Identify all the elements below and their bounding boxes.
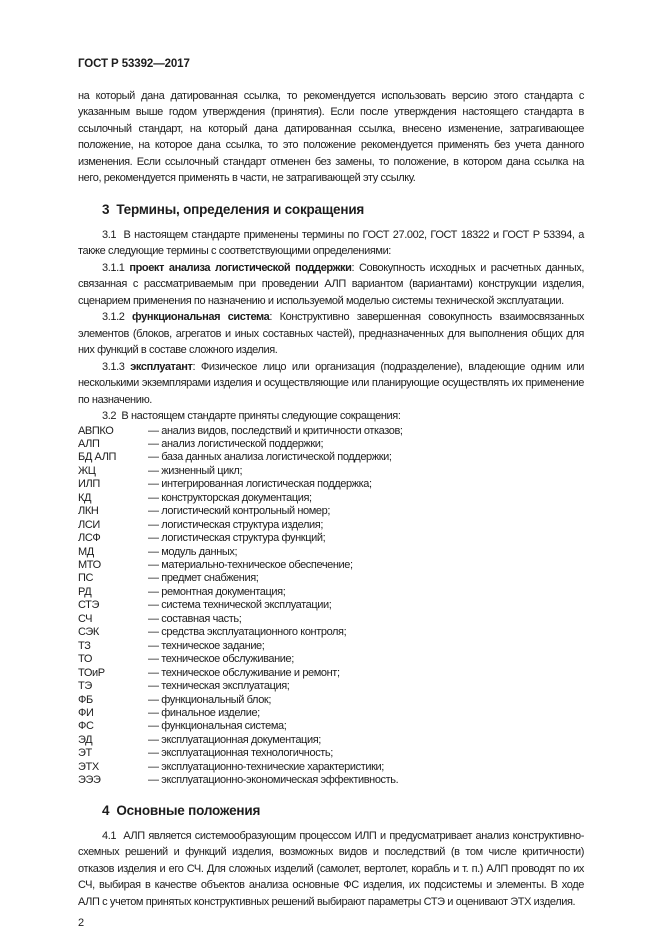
abbreviation-row (78, 438, 584, 451)
term-3-1-3-name: эксплуатант (130, 360, 193, 373)
abbreviation-definition: — конструкторская документация; (148, 491, 312, 504)
abbreviation-definition: — анализ видов, последствий и критичности отказов; (148, 424, 403, 437)
paragraph-3-1 (78, 227, 584, 260)
abbreviation-row (78, 720, 584, 733)
abbreviation-row (78, 613, 584, 626)
abbreviation-term: ЭТХ (78, 760, 99, 773)
abbreviation-definition: — финальное изделие; (148, 707, 260, 720)
abbreviation-row (78, 694, 584, 707)
abbreviation-term: СЧ (78, 612, 93, 625)
abbreviation-term: РД (78, 585, 92, 598)
abbreviation-definition: — предмет снабжения; (148, 572, 259, 585)
abbreviation-row (78, 572, 584, 585)
abbreviation-row (78, 532, 584, 545)
term-3-1-3-number: 3.1.3 (102, 360, 125, 373)
intro-paragraph: на который дана датированная ссылка, то рекомендуется использовать версию этого стандарта с указанным выше годом утверждения (принятия). Если после утверждения настоящего стандарта в ссылочный стандарт, на который дана датированная ссылка, внесено изменение, затрагивающее положение, на которое дана ссылка, то это положение рекомендуется применять без учета данного изменения. Если ссылочный стандарт отменен без замены, то положение, в котором дана ссылка на него, рекомендуется применять в части, не затрагивающей эту ссылку. (78, 89, 584, 184)
abbreviation-row (78, 640, 584, 653)
abbreviation-list (78, 425, 584, 788)
paragraph-3-1-text: В настоящем стандарте применены термины по ГОСТ 27.002, ГОСТ 18322 и ГОСТ Р 53394, а также следующие термины с соответствующими определениями: (78, 228, 584, 257)
abbreviation-term: ТОиР (78, 666, 105, 679)
abbreviation-definition: — эксплуатационно-экономическая эффективность. (148, 774, 399, 787)
abbreviation-row (78, 465, 584, 478)
abbreviation-term: ФИ (78, 707, 94, 720)
abbreviation-term: ЛСФ (78, 532, 101, 545)
paragraph-4-1-number: 4.1 (102, 829, 117, 842)
abbreviation-definition: — функциональная система; (148, 720, 287, 733)
abbreviation-row (78, 492, 584, 505)
abbreviation-row (78, 707, 584, 720)
abbreviation-definition: — эксплуатационная документация; (148, 733, 321, 746)
abbreviation-row (78, 680, 584, 693)
abbreviation-row (78, 559, 584, 572)
term-3-1-2-name: функциональная система (132, 311, 270, 323)
term-definition-3-1-1 (78, 260, 584, 310)
abbreviation-definition: — техническое обслуживание; (148, 653, 294, 666)
page-number: 2 (78, 917, 84, 930)
abbreviation-term: АЛП (78, 437, 100, 450)
abbreviation-row (78, 653, 584, 666)
abbreviation-definition: — техническая эксплуатация; (148, 680, 290, 693)
abbreviation-definition: — жизненный цикл; (148, 464, 243, 477)
paragraph-4-1-text: АЛП является системообразующим процессом ИЛП и предусматривает анализ конструктивно-схемных решений и функций изделия, возможных видов и последствий (в том числе критичности) отказов изделия и его СЧ. Для сложных изделий (самолет, вертолет, корабль и т. п.) АЛП проводят по их СЧ, выбирая в качестве объектов анализа основные ФС изделия, их подсистемы и элементы. В ходе АЛП с учетом принятых конструктивных решений выбирают параметры СТЭ и оценивают ЭТХ изделия. (78, 829, 584, 908)
abbreviation-term: ТЗ (78, 639, 91, 652)
term-definition-3-1-2 (78, 309, 584, 359)
abbreviation-definition: — логистическая структура изделия; (148, 518, 323, 531)
abbreviation-row (78, 519, 584, 532)
abbreviation-term: ПС (78, 572, 94, 585)
abbreviation-term: ФБ (78, 693, 93, 706)
abbreviation-row (78, 626, 584, 639)
abbreviation-row (78, 505, 584, 518)
abbreviation-term: МД (78, 545, 94, 558)
term-3-1-1-number: 3.1.1 (102, 261, 125, 274)
section-4-heading (102, 802, 584, 819)
abbreviation-term: ЭТ (78, 747, 92, 760)
abbreviation-definition: — средства эксплуатационного контроля; (148, 626, 347, 639)
abbreviation-definition: — составная часть; (148, 612, 242, 625)
abbreviation-row (78, 774, 584, 787)
abbreviation-term: ИЛП (78, 478, 100, 491)
abbreviation-definition: — анализ логистической поддержки; (148, 437, 324, 450)
term-3-1-1-definition: : Совокупность исходных и расчетных данных, связанная с рассматриваемым при проведении АЛП вариантом (вариантами) конструкции изделия, сценарием применения по назначению и используемой моделью системы технической эксплуатации. (78, 261, 585, 307)
abbreviation-definition: — функциональный блок; (148, 693, 271, 706)
abbreviation-row (78, 747, 584, 760)
abbreviation-row (78, 667, 584, 680)
paragraph-3-2 (78, 408, 584, 425)
abbreviation-definition: — эксплуатационная технологичность; (148, 747, 333, 760)
abbreviation-term: АВПКО (78, 424, 114, 437)
abbreviation-term: ТЭ (78, 680, 92, 693)
abbreviation-row (78, 586, 584, 599)
abbreviation-definition: — логистическая структура функций; (148, 532, 326, 545)
abbreviation-row (78, 761, 584, 774)
abbreviation-definition: — эксплуатационно-технические характеристики; (148, 760, 384, 773)
abbreviation-term: ЭД (78, 733, 93, 746)
abbreviation-term: ТО (78, 653, 92, 666)
abbreviation-term: СЭК (78, 626, 99, 639)
abbreviation-definition: — техническое обслуживание и ремонт; (148, 666, 340, 679)
running-header: ГОСТ Р 53392—2017 (78, 58, 190, 70)
abbreviation-definition: — интегрированная логистическая поддержка; (148, 478, 372, 491)
abbreviation-term: ЭЭЭ (78, 774, 101, 787)
abbreviation-definition: — логистический контрольный номер; (148, 505, 330, 518)
paragraph-4-1 (78, 828, 584, 911)
term-3-1-2-number: 3.1.2 (102, 311, 125, 323)
abbreviation-term: СТЭ (78, 599, 100, 612)
abbreviation-term: ЛКН (78, 505, 99, 518)
abbreviation-definition: — материально-техническое обеспечение; (148, 559, 353, 572)
abbreviation-row (78, 451, 584, 464)
section-4-title: Основные положения (116, 802, 261, 818)
abbreviation-definition: — база данных анализа логистической поддержки; (148, 451, 392, 464)
abbreviation-row (78, 478, 584, 491)
abbreviation-definition: — ремонтная документация; (148, 585, 286, 598)
abbreviation-definition: — система технической эксплуатации; (148, 599, 332, 612)
section-3-number: 3 (102, 201, 110, 217)
term-3-1-1-name: проект анализа логистической поддержки (129, 261, 352, 274)
term-3-1-3-definition: : Физическое лицо или организация (подразделение), владеющие одним или несколькими экземплярами изделия и осуществляющие или планирующие осуществлять их применение по назначению. (78, 360, 585, 406)
section-3-title: Термины, определения и сокращения (116, 201, 365, 217)
paragraph-3-1-number: 3.1 (102, 228, 117, 241)
section-3-heading (102, 201, 584, 218)
term-definition-3-1-3 (78, 359, 584, 409)
abbreviation-definition: — техническое задание; (148, 639, 265, 652)
term-3-1-2-definition: : Конструктивно завершенная совокупность взаимосвязанных элементов (блоков, агрегатов и иных составных частей), предназначенных для выполнения общих для них функций в составе сложного изделия. (78, 311, 585, 356)
abbreviation-row (78, 546, 584, 559)
abbreviation-term: БД АЛП (78, 451, 117, 464)
paragraph-3-2-text: В настоящем стандарте приняты следующие сокращения: (121, 410, 401, 422)
abbreviation-term: КД (78, 491, 92, 504)
section-4-number: 4 (102, 802, 110, 818)
abbreviation-term: ЛСИ (78, 518, 100, 531)
abbreviation-row (78, 599, 584, 612)
abbreviation-definition: — модуль данных; (148, 545, 238, 558)
abbreviation-term: ФС (78, 720, 94, 733)
paragraph-3-2-number: 3.2 (102, 410, 117, 422)
abbreviation-row (78, 734, 584, 747)
abbreviation-term: ЖЦ (78, 464, 96, 477)
abbreviation-row (78, 425, 584, 438)
abbreviation-term: МТО (78, 559, 101, 572)
